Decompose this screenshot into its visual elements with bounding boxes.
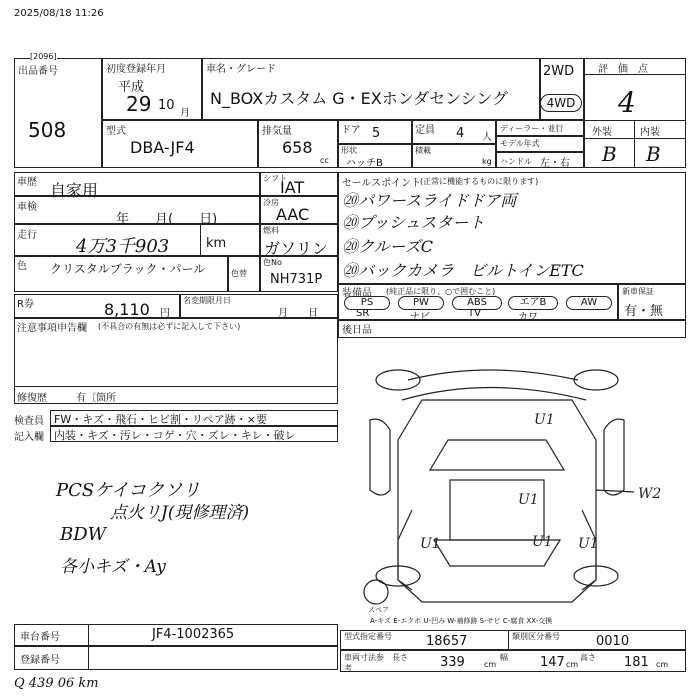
registration-month: 10	[158, 98, 175, 113]
footer-note: Q 439 06 km	[14, 676, 99, 691]
handwritten-4: 各小キズ・Ay	[60, 557, 166, 577]
dims-hgt: 181	[624, 655, 649, 670]
repair-value: 有〔箇所	[76, 393, 116, 404]
doors-label: ドア	[341, 125, 361, 136]
equip-tv: TV	[468, 308, 481, 319]
equip-leather: カワ	[518, 312, 538, 323]
handover-value: 月 日	[278, 308, 318, 319]
registration-month-unit: 月	[180, 108, 190, 119]
dealer-label: ディーラー・並行	[500, 124, 564, 133]
capacity-value: 4	[456, 126, 465, 141]
legend: A-キズ E-エクボ U-凹み W-補修跡 S-サビ C-腐食 XX-交換	[370, 617, 553, 625]
registration-label: 初度登録年月	[106, 64, 166, 75]
dims-wid-unit: cm	[566, 660, 579, 669]
mark-u1-d: U1	[532, 534, 553, 550]
dims-wid: 147	[540, 655, 565, 670]
displacement-label: 排気量	[262, 126, 292, 137]
handwritten-2: 点火リJ(現修理済)	[110, 503, 250, 523]
load-label: 積載	[415, 146, 431, 155]
history-label: 車歴	[17, 177, 37, 188]
recycle-unit: 円	[160, 308, 170, 319]
doors-value: 5	[372, 126, 381, 141]
mark-u1-a: U1	[534, 412, 555, 428]
new-car-label: 新車保証	[622, 287, 654, 296]
handwritten-3: BDW	[60, 524, 107, 545]
registration-year: 29	[126, 92, 152, 116]
timestamp: 2025/08/18 11:26	[14, 8, 104, 19]
sales-line-1: ⑳パワースライドドア両	[342, 191, 517, 210]
spare-label: スペア	[368, 606, 389, 614]
handle-value: 左・右	[540, 158, 570, 169]
dims-wid-label: 幅	[500, 653, 508, 662]
color-value: クリスタルブラック・パール	[50, 262, 206, 276]
car-name-label: 車名・グレード	[206, 64, 276, 75]
rear-item-label: 後日品	[342, 325, 372, 336]
sales-line-3: ⑳クルーズC	[342, 237, 433, 256]
interior-value: B	[646, 142, 661, 166]
model-value: DBA-JF4	[130, 138, 195, 157]
history-value: 自家用	[50, 181, 99, 200]
reg-no-label: 登録番号	[20, 655, 60, 666]
repair-label: 修復歴	[17, 393, 47, 404]
dims-len-unit: cm	[484, 660, 497, 669]
reg-no-box	[14, 646, 338, 670]
recycle-value: 8,110	[104, 300, 150, 319]
sales-label: セールスポイント	[342, 178, 422, 189]
capacity-unit: 人	[482, 132, 492, 143]
inspection-label: 車検	[17, 202, 37, 213]
handle-label: ハンドル	[500, 157, 532, 166]
model-label: 型式	[106, 126, 126, 137]
mark-u1-e: U1	[578, 536, 599, 552]
mileage-value: 4万3千903	[76, 236, 170, 257]
shape-value: ハッチB	[346, 158, 383, 169]
model-year-label: モデル年式	[500, 139, 540, 148]
load-unit: kg	[482, 157, 492, 166]
lot-code: [2096]	[30, 52, 57, 61]
displacement-unit: cc	[320, 156, 329, 165]
exterior-label: 外装	[592, 127, 612, 138]
handover-label: 名変期限月日	[183, 296, 231, 305]
dims-len: 339	[440, 655, 465, 670]
equip-sr: SR	[356, 308, 370, 319]
type-value: 18657	[426, 634, 468, 649]
equip-ps: PS	[344, 296, 390, 310]
sales-line-4: ⑳バックカメラ ビルトインETC	[342, 261, 584, 280]
mileage-label: 走行	[17, 230, 37, 241]
dims-hgt-label: 高さ	[580, 653, 596, 662]
interior-label: 内装	[640, 127, 660, 138]
fuel-value: ガソリン	[264, 239, 329, 258]
recycle-box	[14, 294, 180, 318]
dims-hgt-unit: cm	[656, 660, 669, 669]
shift-label: シフト	[263, 174, 287, 183]
inspector-label-2: 記入欄	[14, 432, 44, 443]
category-value: 0010	[596, 634, 630, 649]
dims-label: 車両寸法参考	[344, 653, 384, 673]
new-car-value: 有・無	[624, 304, 664, 319]
shape-label: 形状	[341, 146, 357, 155]
equip-abs: ABS	[452, 296, 502, 310]
lot-label: 出品番号	[18, 66, 58, 77]
exterior-value: B	[602, 142, 617, 166]
car-name-value: N_BOXカスタム G・EXホンダセンシング	[210, 89, 508, 108]
grade-value: 4	[618, 86, 636, 119]
sales-line-2: ⑳プッシュスタート	[342, 213, 485, 232]
fuel-label: 燃料	[263, 226, 279, 235]
inspection-value: 年 月( 日)	[116, 212, 218, 227]
displacement-value: 658	[282, 138, 313, 157]
capacity-label: 定員	[415, 125, 435, 136]
inspector-row2: 内装・キズ・汚レ・コゲ・穴・ズレ・キレ・破レ	[54, 429, 296, 442]
equip-aw: AW	[566, 296, 612, 310]
lot-number: 508	[28, 118, 67, 142]
car-damage-diagram	[338, 340, 686, 616]
recycle-label: R券	[17, 299, 34, 310]
color-label: 色	[17, 261, 27, 272]
drive-4wd: 4WD	[540, 94, 582, 112]
shift-value: IAT	[280, 178, 305, 197]
mileage-unit: km	[206, 236, 227, 251]
notes-label: 注意事項申告欄	[17, 323, 87, 334]
grade-label: 評 価 点	[598, 64, 648, 75]
sales-hint: (正常に機能するものに限ります)	[420, 177, 539, 186]
mark-u1-c: U1	[420, 536, 441, 552]
type-label: 型式指定番号	[344, 632, 392, 641]
inspector-row1: FW・キズ・飛石・ヒビ割・リペア跡・×要	[54, 413, 267, 426]
rear-item-box	[338, 320, 686, 338]
equipment-hint: (純正品に限り、○で囲むこと)	[386, 287, 496, 296]
equip-pw: PW	[398, 296, 444, 310]
equipment-label: 装備品	[342, 288, 372, 299]
registration-era: 平成	[118, 80, 145, 95]
equip-airbag: エアB	[508, 296, 558, 310]
color-code-label: 色No	[263, 258, 282, 267]
equip-navi: ナビ	[410, 312, 430, 323]
notes-hint: (不具合の有無は必ずに記入して下さい)	[98, 322, 241, 331]
chassis-value: JF4-1002365	[152, 627, 235, 642]
mark-u1-b: U1	[518, 492, 539, 508]
drive-2wd: 2WD	[543, 64, 575, 79]
dims-len-label: 長さ	[392, 653, 408, 662]
inspector-label-1: 検査員	[14, 416, 44, 427]
handwritten-1: PCSケイコクソリ	[56, 480, 201, 501]
category-label: 類別区分番号	[512, 632, 560, 641]
color-code-value: NH731P	[270, 272, 323, 287]
cooler-label: 冷房	[263, 198, 279, 207]
chassis-label: 車台番号	[20, 632, 60, 643]
color-change-label: 色替	[231, 269, 247, 278]
mark-w2: W2	[638, 486, 662, 502]
cooler-value: AAC	[276, 205, 310, 224]
